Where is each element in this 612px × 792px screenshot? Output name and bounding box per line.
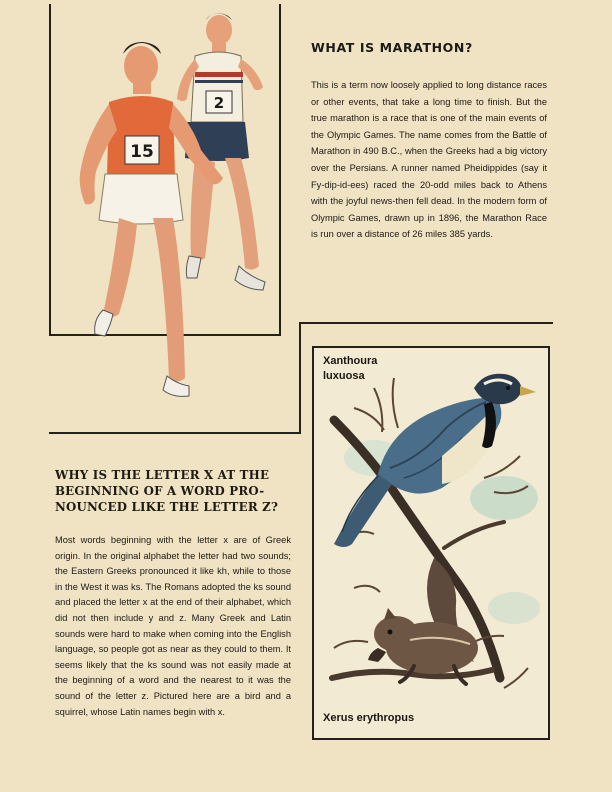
- bird-caption-genus: Xanthoura: [323, 355, 378, 367]
- letter-x-heading: WHY IS THE LETTER X AT THE BEGINNING OF A WORD PRO-NOUNCED LIKE THE LETTER Z?: [55, 468, 279, 514]
- squirrel-figure: [368, 558, 478, 684]
- marathon-paragraph: This is a term now loosely applied to long distance races or other events, that take a long time to finish. But the true marathon is a race that is one of the main events of the Olympic Games. The name comes from the Battle of Marathon in 490 B.C., when the Greeks had a big victory over the Persians. A runner named Pheidippides (say it Fy-dip-id-ees) raced the 20-odd miles back to Athens with the joyful news-then fell dead. In the modern form of Olympic Games, drawn up in 1896, the Marathon Race is run over a distance of 26 miles 385 yards.: [311, 80, 547, 240]
- bird-squirrel-illustration-frame: [312, 346, 550, 740]
- bird-caption: [323, 354, 377, 384]
- divider-rule-horizontal-left: [49, 432, 300, 434]
- squirrel-caption: Xerus erythropus: [323, 712, 415, 724]
- bird-squirrel-illustration: [314, 348, 548, 738]
- divider-rule-horizontal-right: [299, 322, 553, 324]
- marathon-illustration-frame: [49, 4, 281, 336]
- runners-illustration: [49, 4, 281, 400]
- runner-back-number: 2: [213, 94, 225, 112]
- marathon-heading: WHAT IS MARATHON?: [311, 40, 473, 55]
- letter-x-paragraph: Most words beginning with the letter x are of Greek origin. In the original alphabet the letter had two sounds; the Eastern Greeks pronounced it like kh, while to those in the West it was ks. The Romans adopted the ks sound and placed the letter x at the end of their alphabet, which did not then include y and z. Many Greek and Latin sounds were hard to make when coming into the English language, so people got as near as they could to them. It seems likely that the ks sound was not easily made at the beginning of a word and the nearest to it was the sound of the letter z. Pictured here are a bird and a squirrel, whose Latin names begin with x.: [55, 535, 291, 717]
- bird-caption-species: luxuosa: [323, 370, 365, 382]
- divider-rule-vertical: [299, 322, 301, 434]
- runner-front-number: 15: [130, 142, 154, 162]
